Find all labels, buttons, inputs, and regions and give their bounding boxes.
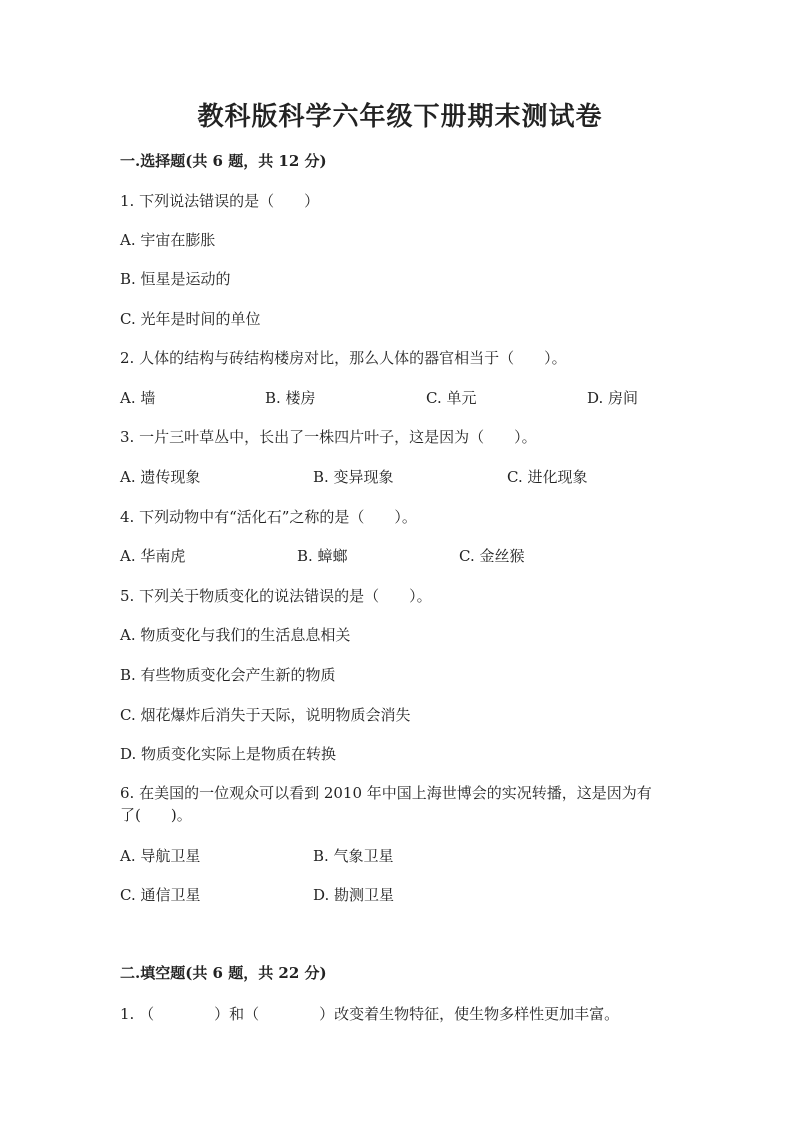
question-1: 1. 下列说法错误的是（ ） xyxy=(120,192,320,210)
q2-option-c: C. 单元 xyxy=(426,389,477,407)
q2-option-b: B. 楼房 xyxy=(265,389,316,407)
q5-option-b: B. 有些物质变化会产生新的物质 xyxy=(120,666,336,684)
question-4: 4. 下列动物中有“活化石”之称的是（ ）。 xyxy=(120,508,417,526)
q3-option-b: B. 变异现象 xyxy=(313,468,394,486)
question-2: 2. 人体的结构与砖结构楼房对比，那么人体的器官相当于（ ）。 xyxy=(120,349,567,367)
q3-option-c: C. 进化现象 xyxy=(507,468,588,486)
q6-option-b: B. 气象卫星 xyxy=(313,847,394,865)
q6-option-c: C. 通信卫星 xyxy=(120,886,201,904)
question-3: 3. 一片三叶草丛中，长出了一株四片叶子，这是因为（ ）。 xyxy=(120,428,537,446)
fill-question-1: 1. （ ）和（ ）改变着生物特征，使生物多样性更加丰富。 xyxy=(120,1005,620,1023)
q5-option-d: D. 物质变化实际上是物质在转换 xyxy=(120,745,337,763)
q5-option-a: A. 物质变化与我们的生活息息相关 xyxy=(120,626,351,644)
question-5: 5. 下列关于物质变化的说法错误的是（ ）。 xyxy=(120,587,432,605)
q1-option-c: C. 光年是时间的单位 xyxy=(120,310,261,328)
q2-option-d: D. 房间 xyxy=(587,389,639,407)
section-heading-choice: 一.选择题(共 6 题，共 12 分) xyxy=(120,152,327,170)
q2-option-a: A. 墙 xyxy=(120,389,156,407)
q5-option-c: C. 烟花爆炸后消失于天际，说明物质会消失 xyxy=(120,706,411,724)
question-6: 6. 在美国的一位观众可以看到 2010 年中国上海世博会的实况转播，这是因为有了( )。 xyxy=(120,784,652,824)
q1-option-a: A. 宇宙在膨胀 xyxy=(120,231,216,249)
q6-option-a: A. 导航卫星 xyxy=(120,847,201,865)
q6-option-d: D. 勘测卫星 xyxy=(313,886,395,904)
page-title: 教科版科学六年级下册期末测试卷 xyxy=(197,102,603,132)
q1-option-b: B. 恒星是运动的 xyxy=(120,270,231,288)
q3-option-a: A. 遗传现象 xyxy=(120,468,201,486)
q4-option-b: B. 蟑螂 xyxy=(297,547,348,565)
section-heading-fill: 二.填空题(共 6 题，共 22 分) xyxy=(120,964,327,982)
q4-option-a: A. 华南虎 xyxy=(120,547,186,565)
q4-option-c: C. 金丝猴 xyxy=(459,547,525,565)
